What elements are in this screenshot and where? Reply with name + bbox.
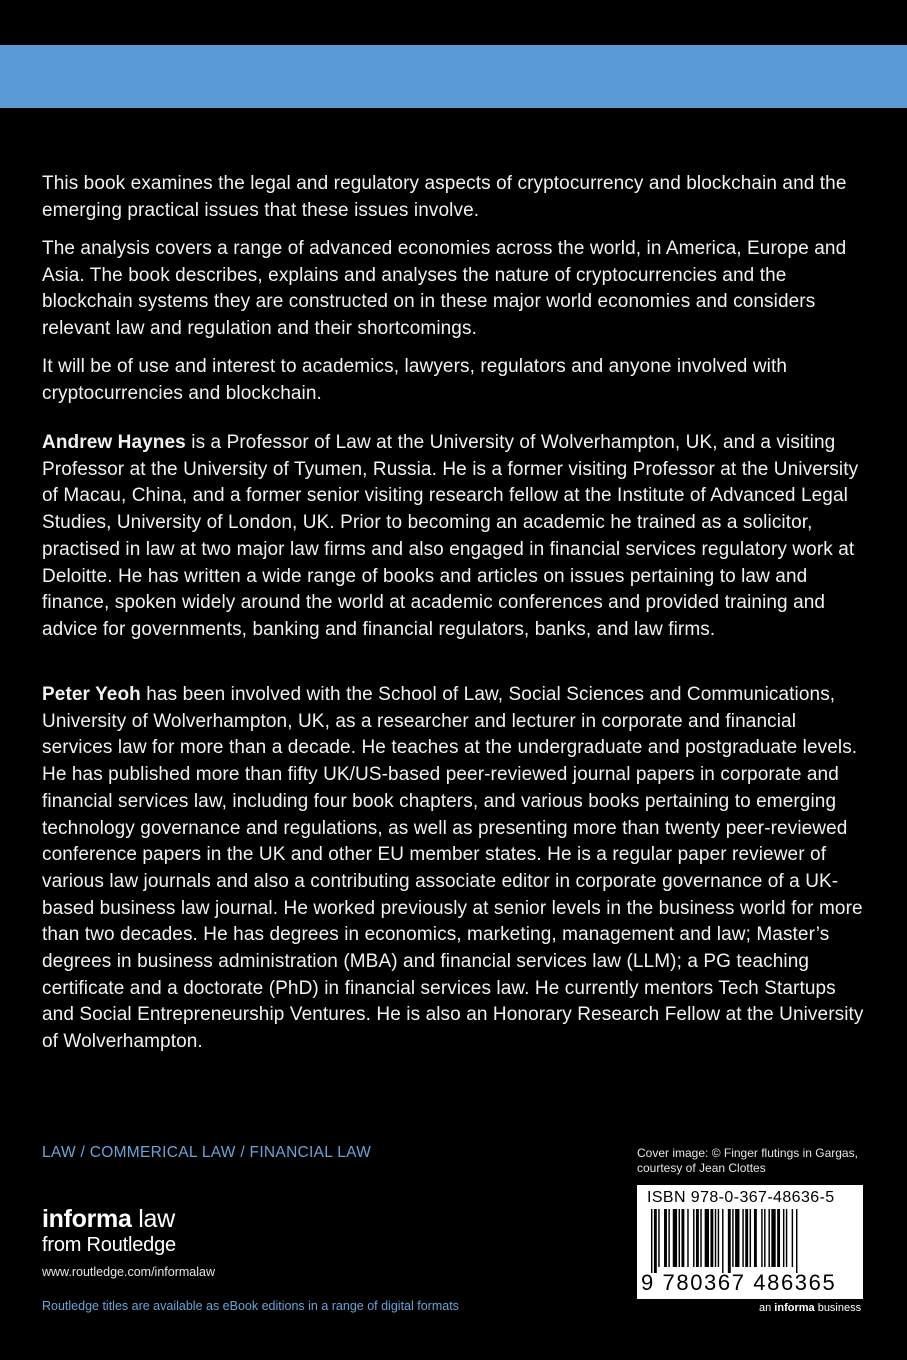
author-name: Andrew Haynes (42, 432, 186, 453)
description-paragraph-2 (42, 236, 870, 343)
barcode-bar (651, 1209, 652, 1273)
barcode-bar (792, 1209, 793, 1267)
isbn-barcode-box (637, 1185, 863, 1299)
informa-business-tag: an informa business (759, 1302, 862, 1314)
barcode-bar (693, 1209, 694, 1267)
cover-image-credit (637, 1146, 867, 1175)
publisher-website: www.routledge.com/informalaw (42, 1265, 215, 1279)
logo-brand-suffix: law (131, 1205, 175, 1233)
barcode-bar (710, 1209, 713, 1267)
description-text-1: This book examines the legal and regulatory aspects of cryptocurrency and blockchain and the emerging practical issues that these issues involve. (42, 173, 847, 221)
barcode-bar (771, 1209, 775, 1267)
isbn-label: ISBN 978-0-367-48636-5 (647, 1189, 835, 1206)
barcode-bar (696, 1209, 699, 1267)
barcode-bar (658, 1209, 659, 1267)
barcode-bar (668, 1209, 669, 1267)
cover-credit-line-1: Cover image: © Finger flutings in Gargas, (637, 1146, 858, 1160)
barcode-bar (750, 1209, 751, 1267)
author-bio-text: is a Professor of Law at the University of Wolverhampton, UK, and a visiting Professor at the University of Tyumen, Russia. He is a former visiting Professor at the University of Macau, China, and a former senior visiting research fellow at the Institute of Advanced Legal Studies, University of London, UK. Prior to becoming an academic he trained as a solicitor, practised in law at two major law firms and also engaged in financial services regulatory work at Deloitte. He has written a wide range of books and articles on issues pertaining to law and finance, spoken widely around the world at academic conferences and provided training and advice for governments, banking and financial regulators, banks, and law firms. (42, 432, 859, 640)
description-paragraph-3 (42, 354, 870, 407)
barcode-bar (664, 1209, 667, 1267)
barcode-bar (700, 1209, 701, 1267)
barcode-bar (728, 1209, 731, 1273)
publisher-logo (42, 1205, 176, 1257)
barcode-bar (768, 1209, 769, 1267)
author-bio-haynes (42, 430, 870, 644)
cover-credit-line-2: courtesy of Jean Clottes (637, 1160, 766, 1175)
top-color-band (0, 45, 907, 108)
logo-subtitle: from Routledge (42, 1234, 176, 1256)
barcode-bar (796, 1209, 797, 1273)
description-text-3: It will be of use and interest to academics, lawyers, regulators and anyone involved with cryptocurrencies and blockchain. (42, 356, 788, 404)
barcode-bar (777, 1209, 780, 1267)
barcode-bar (715, 1209, 716, 1267)
barcode-bar (654, 1209, 657, 1273)
author-bio-yeoh (42, 682, 870, 1056)
barcode-bar (705, 1209, 709, 1267)
barcode-digits: 9 780367 486365 (641, 1270, 837, 1295)
barcode-bar (735, 1209, 739, 1267)
author-name: Peter Yeoh (42, 684, 141, 705)
barcode-bar (761, 1209, 762, 1267)
barcode-bar (764, 1209, 765, 1267)
barcode-icon (643, 1209, 857, 1273)
barcode-bar (786, 1209, 787, 1267)
logo-brand: informa (42, 1205, 132, 1233)
barcode-bar (732, 1209, 733, 1267)
barcode-bar (679, 1209, 680, 1267)
barcode-bar (687, 1209, 688, 1267)
barcode-bar (754, 1209, 757, 1267)
barcode-bar (681, 1209, 684, 1267)
description-paragraph-1 (42, 171, 870, 224)
barcode-bar (745, 1209, 748, 1267)
author-bio-text: has been involved with the School of Law, Social Sciences and Communications, University of Wolverhampton, UK, as a researcher and lecturer in corporate and financial services law for more than a decade. He teaches at the undergraduate and postgraduate levels. He has published more than fifty UK/US-based peer-reviewed journal papers in corporate and financial services law, including four book chapters, and various books pertaining to emerging technology governance and regulations, as well as presenting more than twenty peer-reviewed conference papers in the UK and other EU member states. He is a regular paper reviewer of various law journals and also a contributing associate editor in corporate governance of a UK-based business law journal. He worked previously at senior levels in the business world for more than two decades. He has degrees in economics, marketing, management and law; Master’s degrees in business administration (MBA) and financial services law (LLM); a PG teaching certificate and a doctorate (PhD) in financial services law. He currently mentors Tech Startups and Social Entrepreneurship Ventures. He is also an Honorary Research Fellow at the University of Wolverhampton. (42, 684, 864, 1053)
barcode-bar (722, 1209, 723, 1273)
barcode-bar (718, 1209, 719, 1267)
subject-category: LAW / COMMERICAL LAW / FINANCIAL LAW (42, 1144, 372, 1161)
barcode-bar (673, 1209, 677, 1267)
barcode-bar (783, 1209, 784, 1267)
description-text-2: The analysis covers a range of advanced economies across the world, in America, Europe and Asia. The book describes, explains and analyses the nature of cryptocurrencies and the blockchain systems they are constructed on in these major world economies and considers relevant law and regulation and their shortcomings. (42, 238, 847, 340)
barcode-bar (742, 1209, 743, 1267)
ebook-note: Routledge titles are available as eBook editions in a range of digital formats (42, 1299, 459, 1313)
